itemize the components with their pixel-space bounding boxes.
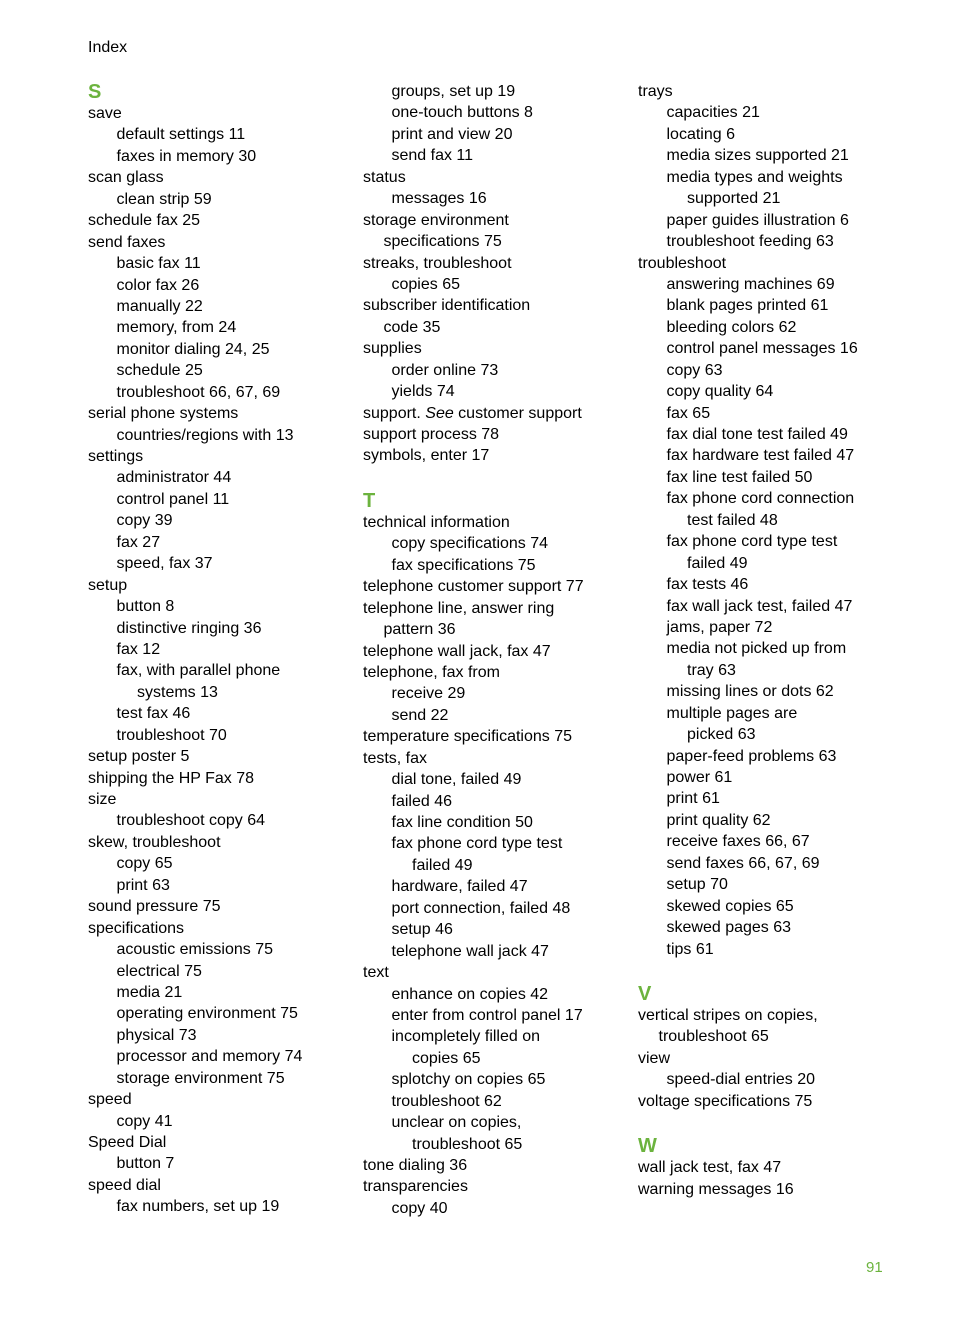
index-entry: telephone wall jack, fax 47 xyxy=(363,642,551,660)
index-subentry: color fax 26 xyxy=(116,276,200,294)
index-subentry: physical 73 xyxy=(116,1026,197,1044)
index-subentry: administrator 44 xyxy=(116,469,232,487)
index-entry: vertical stripes on copies, xyxy=(638,1006,818,1024)
index-entry: status xyxy=(363,168,406,186)
index-subentry: print quality 62 xyxy=(666,811,771,829)
index-subentry: blank pages printed 61 xyxy=(666,297,829,315)
index-column-2 xyxy=(363,81,628,1219)
index-entry: trays xyxy=(638,83,673,100)
index-subentry: operating environment 75 xyxy=(116,1005,298,1023)
index-subentry: specifications 75 xyxy=(383,233,502,251)
index-subentry: tips 61 xyxy=(666,940,714,958)
section-letter: S xyxy=(88,81,102,103)
index-subentry: skewed pages 63 xyxy=(666,919,792,937)
index-subentry: copy 63 xyxy=(666,361,723,379)
index-subentry: skewed copies 65 xyxy=(666,897,794,915)
index-subentry: paper guides illustration 6 xyxy=(666,211,849,229)
index-subentry: troubleshoot 66, 67, 69 xyxy=(116,383,281,401)
index-entry: shipping the HP Fax 78 xyxy=(88,769,255,787)
index-subentry: unclear on copies, xyxy=(391,1114,522,1132)
index-subentry: capacities 21 xyxy=(666,104,760,122)
index-subentry: power 61 xyxy=(666,769,733,786)
index-subentry: code 35 xyxy=(383,318,441,336)
index-entry: warning messages 16 xyxy=(638,1180,794,1198)
index-subentry: speed, fax 37 xyxy=(116,555,213,573)
index-subentry: failed 49 xyxy=(412,856,473,874)
index-entry: troubleshoot xyxy=(638,254,727,272)
index-subentry: fax numbers, set up 19 xyxy=(116,1198,280,1216)
index-subentry: send fax 11 xyxy=(391,147,474,165)
index-subentry: splotchy on copies 65 xyxy=(391,1071,546,1089)
index-entry: symbols, enter 17 xyxy=(363,447,490,465)
index-subentry: button 7 xyxy=(116,1155,175,1173)
index-subentry: troubleshoot 65 xyxy=(658,1028,769,1046)
index-entry: sound pressure 75 xyxy=(88,898,221,916)
index-subentry: one-touch buttons 8 xyxy=(391,104,533,122)
index-subentry: missing lines or dots 62 xyxy=(666,683,834,701)
index-entry: temperature specifications 75 xyxy=(363,728,572,746)
index-subentry: picked 63 xyxy=(687,726,756,744)
index-subentry: copy 41 xyxy=(116,1112,173,1130)
index-subentry: incompletely filled on xyxy=(391,1028,541,1046)
index-subentry: send faxes 66, 67, 69 xyxy=(666,854,820,872)
index-subentry: countries/regions with 13 xyxy=(116,426,294,444)
section-gap xyxy=(638,960,903,983)
index-entry: technical information xyxy=(363,513,510,531)
index-entry: setup xyxy=(88,576,128,594)
entry-text: customer support xyxy=(453,404,582,422)
index-subentry: fax, with parallel phone xyxy=(116,662,281,680)
index-subentry: copy 40 xyxy=(391,1199,448,1217)
index-subentry: copy specifications 74 xyxy=(391,535,549,553)
index-column-1 xyxy=(88,81,353,1218)
index-subentry: schedule 25 xyxy=(116,362,203,380)
index-entry: speed xyxy=(88,1091,132,1109)
index-subentry: fax wall jack test, failed 47 xyxy=(666,597,853,615)
entry-text: support. xyxy=(363,404,426,422)
index-subentry: media 21 xyxy=(116,983,183,1001)
index-subentry: failed 46 xyxy=(391,792,452,810)
index-subentry: media types and weights xyxy=(666,168,843,186)
index-subentry: enhance on copies 42 xyxy=(391,985,549,1003)
index-subentry: fax line condition 50 xyxy=(391,814,533,831)
index-subentry: copy quality 64 xyxy=(666,383,774,401)
index-subentry: troubleshoot 70 xyxy=(116,726,227,744)
index-entry: text xyxy=(363,964,389,982)
index-subentry: systems 13 xyxy=(137,683,218,701)
index-entry: save xyxy=(88,105,122,122)
index-subentry: messages 16 xyxy=(391,190,487,208)
section-gap xyxy=(363,467,628,490)
index-subentry: fax 12 xyxy=(116,640,161,658)
index-subentry: dial tone, failed 49 xyxy=(391,771,522,789)
index-subentry: fax phone cord type test xyxy=(666,533,838,551)
index-subentry: faxes in memory 30 xyxy=(116,147,257,165)
index-subentry: control panel messages 16 xyxy=(666,340,858,358)
index-entry: telephone line, answer ring xyxy=(363,599,555,617)
index-subentry: copy 39 xyxy=(116,512,173,530)
index-subentry: setup 46 xyxy=(391,921,453,939)
index-subentry: jams, paper 72 xyxy=(666,618,773,636)
index-subentry: troubleshoot feeding 63 xyxy=(666,233,834,251)
see-reference: See xyxy=(425,404,454,422)
index-subentry: telephone wall jack 47 xyxy=(391,942,549,960)
index-entry: schedule fax 25 xyxy=(88,212,201,230)
index-entry: subscriber identification xyxy=(363,297,531,315)
index-entry: storage environment xyxy=(363,211,509,229)
section-letter: V xyxy=(638,982,652,1005)
index-subentry: fax dial tone test failed 49 xyxy=(666,426,848,443)
index-subentry: print and view 20 xyxy=(391,125,513,143)
index-entry: size xyxy=(88,791,117,808)
index-subentry: troubleshoot 62 xyxy=(391,1092,502,1110)
index-subentry: order online 73 xyxy=(391,361,499,379)
index-subentry: fax phone cord type test xyxy=(391,835,563,853)
index-entry: serial phone systems xyxy=(88,405,239,423)
index-subentry: distinctive ringing 36 xyxy=(116,619,262,637)
section-letter: T xyxy=(363,489,376,512)
index-subentry: basic fax 11 xyxy=(116,255,201,273)
index-subentry: answering machines 69 xyxy=(666,275,835,293)
index-subentry: fax 27 xyxy=(116,533,161,551)
index-subentry: troubleshoot 65 xyxy=(412,1135,523,1153)
index-subentry: monitor dialing 24, 25 xyxy=(116,340,270,358)
index-entry: tone dialing 36 xyxy=(363,1157,468,1174)
index-subentry: enter from control panel 17 xyxy=(391,1006,583,1024)
index-subentry: receive faxes 66, 67 xyxy=(666,833,810,851)
index-subentry: electrical 75 xyxy=(116,962,202,980)
index-entry: specifications xyxy=(88,919,185,937)
index-subentry: button 8 xyxy=(116,598,175,616)
index-subentry: print 63 xyxy=(116,876,170,894)
index-subentry: yields 74 xyxy=(391,383,455,401)
index-subentry: paper-feed problems 63 xyxy=(666,747,837,765)
section-gap xyxy=(638,1112,903,1135)
index-subentry: print 61 xyxy=(666,790,720,808)
index-subentry: fax tests 46 xyxy=(666,576,749,594)
index-entry: telephone customer support 77 xyxy=(363,578,584,596)
index-subentry: fax line test failed 50 xyxy=(666,468,813,486)
section-letter: W xyxy=(638,1135,657,1158)
index-entry: support process 78 xyxy=(363,426,500,443)
index-entry: skew, troubleshoot xyxy=(88,833,221,851)
index-subentry: receive 29 xyxy=(391,685,466,703)
index-subentry: clean strip 59 xyxy=(116,190,212,208)
index-subentry: locating 6 xyxy=(666,125,735,143)
index-entry: tests, fax xyxy=(363,749,428,767)
index-entry: view xyxy=(638,1049,671,1067)
index-subentry: supported 21 xyxy=(687,190,781,208)
index-subentry: test fax 46 xyxy=(116,705,191,723)
index-subentry: tray 63 xyxy=(687,661,736,679)
index-subentry: bleeding colors 62 xyxy=(666,318,797,336)
index-subentry: groups, set up 19 xyxy=(391,83,516,100)
index-subentry: copies 65 xyxy=(412,1049,481,1067)
index-entry: send faxes xyxy=(88,233,166,251)
index-entry: scan glass xyxy=(88,169,164,187)
index-subentry: pattern 36 xyxy=(383,621,456,639)
page-number: 91 xyxy=(866,1259,883,1276)
page-header: Index xyxy=(88,39,128,56)
index-subentry: storage environment 75 xyxy=(116,1069,285,1087)
index-subentry: setup 70 xyxy=(666,876,728,894)
index-entry: setup poster 5 xyxy=(88,748,190,766)
index-subentry: default settings 11 xyxy=(116,126,246,144)
index-subentry: acoustic emissions 75 xyxy=(116,941,274,959)
index-entry: transparencies xyxy=(363,1178,468,1196)
index-subentry: multiple pages are xyxy=(666,704,798,722)
index-subentry: fax specifications 75 xyxy=(391,556,536,574)
index-subentry: fax phone cord connection xyxy=(666,490,855,508)
index-entry: streaks, troubleshoot xyxy=(363,254,512,272)
index-subentry: fax hardware test failed 47 xyxy=(666,447,855,465)
index-subentry: memory, from 24 xyxy=(116,319,237,337)
index-subentry: processor and memory 74 xyxy=(116,1048,303,1066)
index-subentry: failed 49 xyxy=(687,554,748,572)
index-entry: wall jack test, fax 47 xyxy=(638,1159,782,1177)
index-entry: settings xyxy=(88,448,144,465)
index-entry: telephone, fax from xyxy=(363,663,500,681)
index-subentry: copies 65 xyxy=(391,275,460,293)
index-subentry: media sizes supported 21 xyxy=(666,147,849,165)
index-subentry: test failed 48 xyxy=(687,511,778,529)
index-subentry: speed-dial entries 20 xyxy=(666,1071,816,1089)
index-subentry: hardware, failed 47 xyxy=(391,878,528,896)
index-subentry: troubleshoot copy 64 xyxy=(116,812,266,830)
index-subentry: send 22 xyxy=(391,706,449,724)
index-entry: voltage specifications 75 xyxy=(638,1092,813,1110)
index-column-3 xyxy=(638,81,903,1200)
index-entry: speed dial xyxy=(88,1176,161,1194)
index-entry: supplies xyxy=(363,340,422,358)
index-subentry: control panel 11 xyxy=(116,490,230,508)
index-entry: Speed Dial xyxy=(88,1134,167,1151)
index-subentry: fax 65 xyxy=(666,404,711,422)
index-entry xyxy=(363,403,628,424)
index-subentry: media not picked up from xyxy=(666,640,847,658)
index-subentry: manually 22 xyxy=(116,297,203,315)
index-subentry: copy 65 xyxy=(116,855,173,873)
index-subentry: port connection, failed 48 xyxy=(391,899,571,917)
